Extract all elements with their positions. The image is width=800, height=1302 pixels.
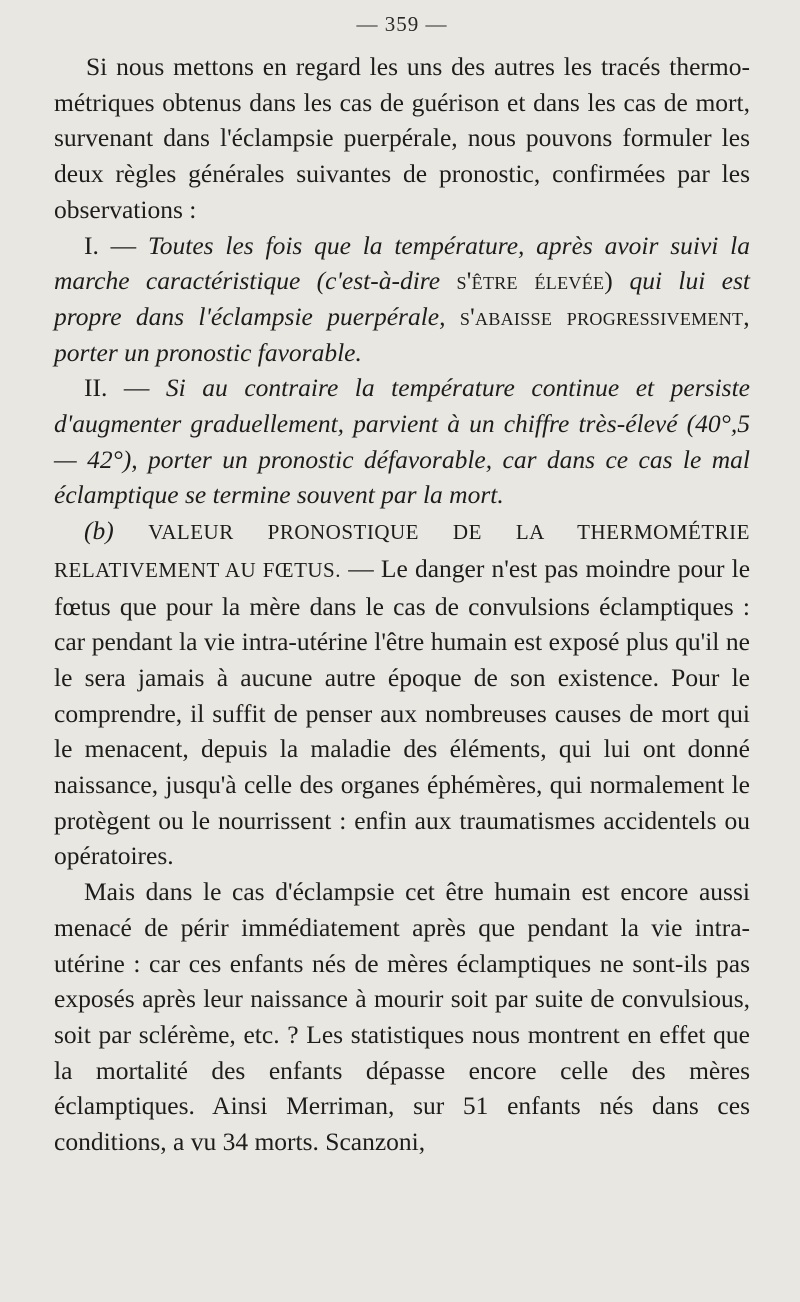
rule-one-text-e: porter un pronostic favorable.	[54, 337, 362, 367]
section-b-text: — Le danger n'est pas moindre pour le fœtus que pour la mère dans le cas de convulsions éclamptiques : car pendant la vie intra-utérine l'être humain est exposé plus qu'il ne le sera jamais à aucune autre époque de son existence. Pour le comprendre, il suffit de penser aux nombreuses causes de mort qui le menacent, depuis la maladie des éléments, qui lui ont donné naissance, jusqu'à celle des organes éphémères, qui normalement le protègent ou le nourrissent : enfin aux traumatismes accidentels ou opératoires.	[54, 553, 751, 871]
rule-one-text-b: s'être élevée)	[456, 266, 614, 296]
page-number: — 359 —	[356, 12, 448, 36]
rule-one-paragraph	[54, 228, 750, 371]
rule-two-number: II. —	[84, 373, 150, 403]
rule-one-text-a: Toutes les fois que la température, après avoir suivi la marche caractéristique (c'est-à-dire	[54, 230, 750, 296]
closing-paragraph: Mais dans le cas d'éclampsie cet être humain est encore aussi menacé de périr immédiatement après que pendant la vie intra-utérine : car ces enfants nés de mères éclamptiques ne sont-ils pas exposés après leur naissance à mourir soit par suite de convulsious, soit par sclérème, etc. ? Les statistiques nous montrent en effet que la mortalité des enfants dépasse encore celle des mères éclamptiques. Ainsi Merriman, sur 51 enfants nés dans ces conditions, a vu 34 morts. Scanzoni,	[54, 877, 750, 1157]
section-b-paragraph	[54, 513, 750, 874]
rule-two-paragraph	[54, 370, 750, 513]
intro-paragraph: Si nous mettons en regard les uns des autres les tracés thermo-métriques obtenus dans les cas de guérison et dans les cas de mort, survenant dans l'éclampsie puerpérale, nous pouvons formuler les deux règles générales suivantes de pronostic, confirmées par les observations :	[54, 52, 750, 224]
rule-two-text: Si au contraire la température continue et persiste d'augmenter graduellement, parvient à un chiffre très-élevé (40°,5 — 42°), porter un pronostic défavorable, car dans ce cas le mal éclamptique se termine souvent par la mort.	[54, 373, 750, 510]
rule-one-text-d: s'abaisse progressivement,	[459, 301, 750, 331]
rule-one-number: I. —	[84, 230, 137, 260]
section-b-heading: VALEUR PRONOSTIQUE DE LA THERMOMÉTRIE RELATIVEMENT AU FŒTUS.	[54, 520, 751, 582]
section-b-label: (b)	[84, 516, 114, 546]
rule-one-text-c: qui lui est propre dans l'éclampsie puerpérale,	[54, 266, 750, 331]
